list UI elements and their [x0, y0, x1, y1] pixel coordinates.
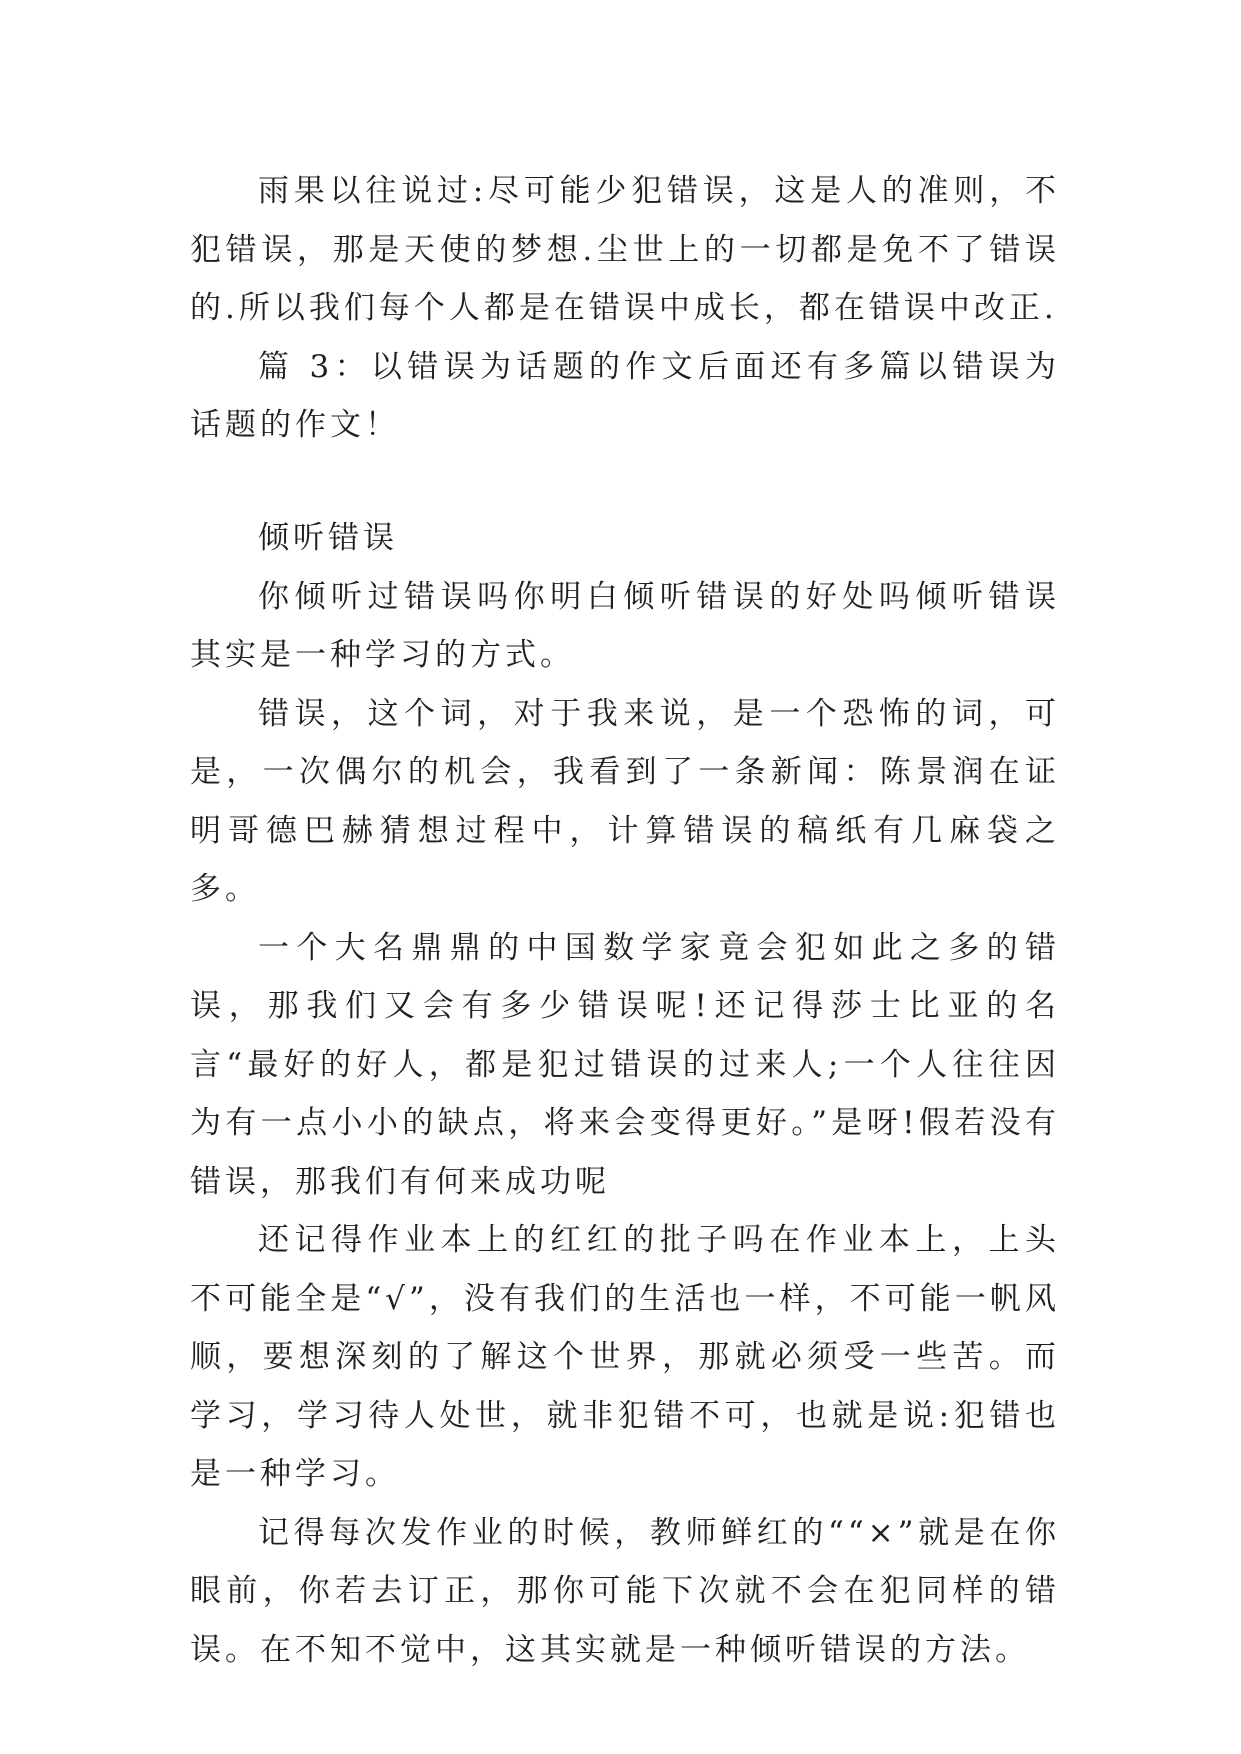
paragraph-body-4: 还记得作业本上的红红的批子吗在作业本上，上头不可能全是“√”，没有我们的生活也一样，不可能一帆风顺，要想深刻的了解这个世界，那就必须受一些苦。而学习，学习待人处世，就非犯错不可，也就是说:犯错也是一种学习。 [190, 1222, 1060, 1492]
paragraph-section-heading: 篇 3：以错误为话题的作文后面还有多篇以错误为话题的作文！ [190, 348, 1060, 443]
paragraph-body-3: 一个大名鼎鼎的中国数学家竟会犯如此之多的错误，那我们又会有多少错误呢!还记得莎士比亚的名言“最好的好人，都是犯过错误的过来人;一个人往往因为有一点小小的缺点，将来会变得更好。”是呀!假若没有错误，那我们有何来成功呢 [190, 929, 1060, 1200]
paragraph-hugo-quote: 雨果以往说过:尽可能少犯错误，这是人的准则，不犯错误，那是天使的梦想.尘世上的一切都是免不了错误的.所以我们每个人都是在错误中成长，都在错误中改正. [190, 173, 1060, 326]
paragraph-body-5: 记得每次发作业的时候，教师鲜红的““×”就是在你眼前，你若去订正，那你可能下次就不会在犯同样的错误。在不知不觉中，这其实就是一种倾听错误的方法。 [190, 1514, 1060, 1668]
essay-section [190, 509, 1060, 1679]
paragraph-body-1: 你倾听过错误吗你明白倾听错误的好处吗倾听错误其实是一种学习的方式。 [190, 578, 1060, 673]
paragraph-body-2: 错误，这个词，对于我来说，是一个恐怖的词，可是，一次偶尔的机会，我看到了一条新闻：陈景润在证明哥德巴赫猜想过程中，计算错误的稿纸有几麻袋之多。 [190, 695, 1060, 907]
intro-section [190, 162, 1060, 455]
essay-title: 倾听错误 [258, 520, 398, 556]
